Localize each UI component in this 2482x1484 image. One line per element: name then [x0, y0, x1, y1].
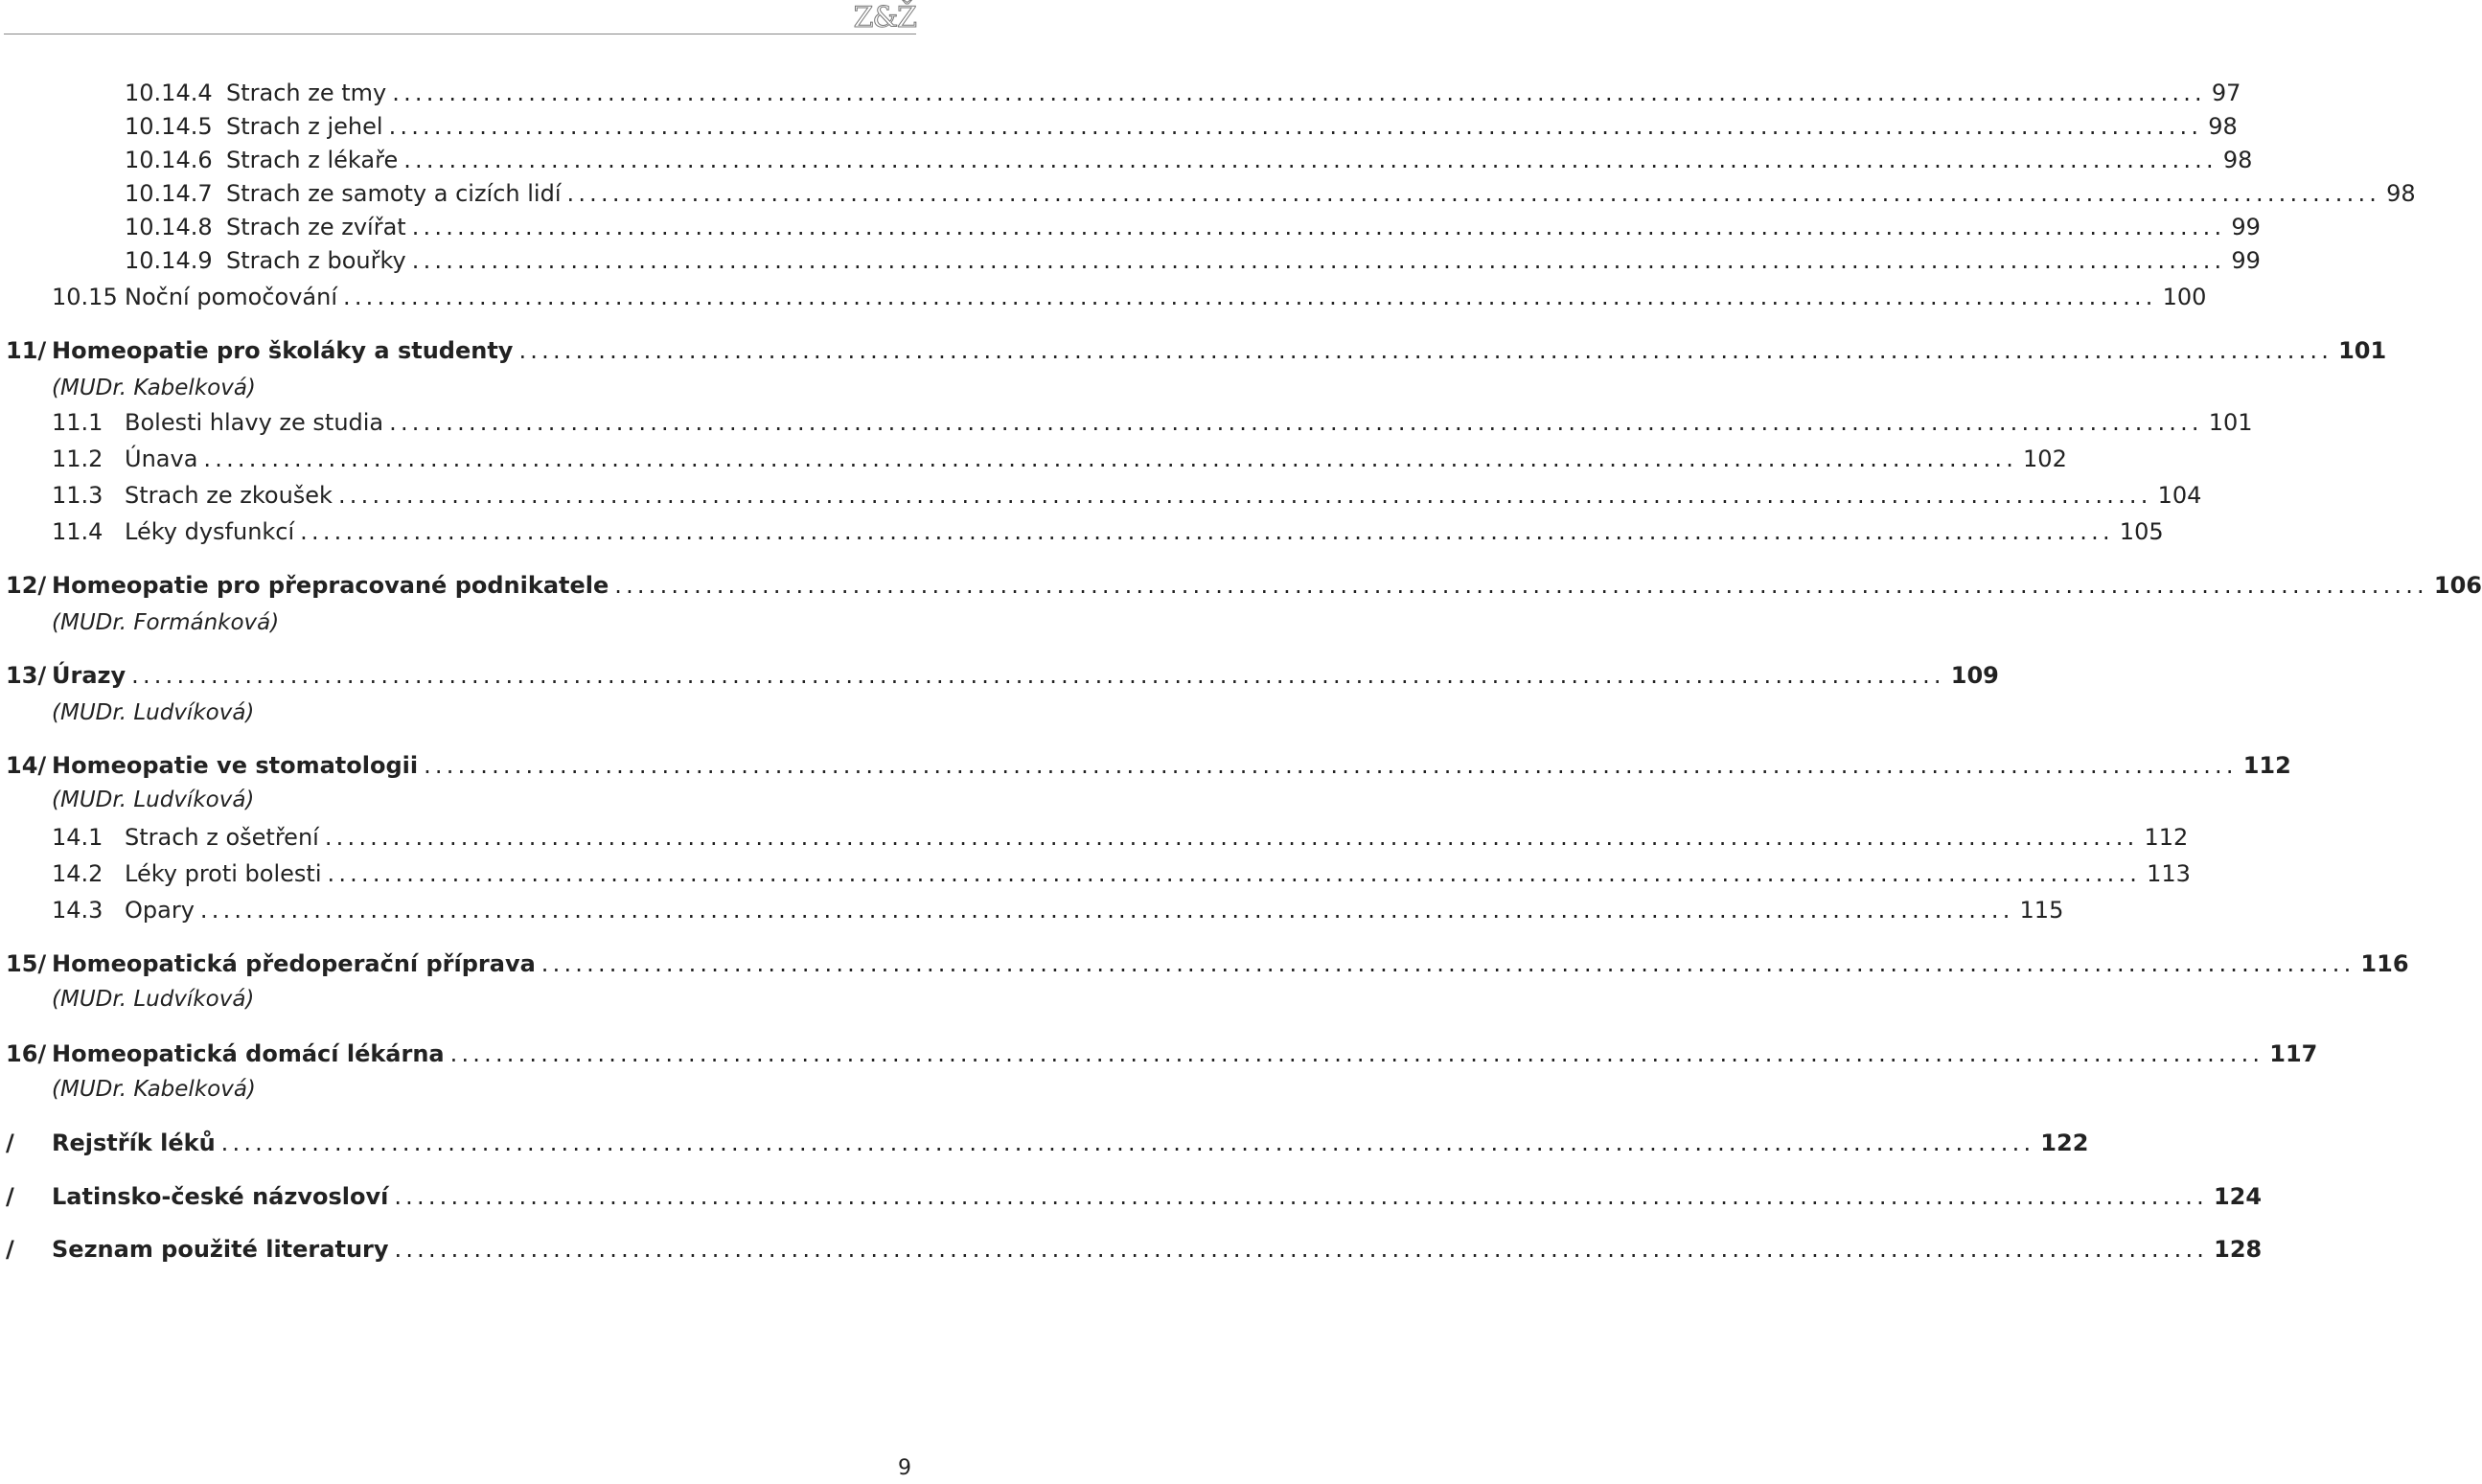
chapter-page: 101: [2338, 337, 2387, 364]
entry-title: Strach ze zvířat: [226, 214, 406, 240]
dot-leader: ................................................................................................................................................................: [343, 284, 2157, 310]
entry-number: 10.14.4: [125, 80, 213, 106]
chapter-page: 116: [2360, 950, 2409, 977]
chapter-page: 128: [2214, 1236, 2263, 1263]
chapter-page: 117: [2269, 1040, 2318, 1067]
dot-leader: ................................................................................................................................................................: [566, 180, 2381, 207]
header-logo: Z&Ž: [853, 1, 916, 34]
toc-literature-entry[interactable]: [0, 1236, 2263, 1268]
entry-title: Strach z lékaře: [226, 147, 399, 173]
entry-page: 105: [2119, 518, 2164, 545]
entry-number: 10.14.7: [125, 180, 213, 207]
entry-number: 11.2: [52, 445, 103, 472]
chapter-page: 109: [1950, 662, 1999, 689]
toc-entry-14-3[interactable]: [0, 897, 2064, 929]
toc-entry-11-2[interactable]: [0, 445, 2067, 478]
chapter-title: Homeopatie ve stomatologii: [52, 752, 419, 779]
entry-page: 100: [2162, 284, 2207, 310]
chapter-author: (MUDr. Ludvíková): [52, 788, 255, 812]
entry-number: 10.14.6: [125, 147, 213, 173]
dot-leader: ................................................................................................................................................................: [518, 337, 2333, 364]
dot-leader: ................................................................................................................................................................: [411, 247, 2226, 274]
entry-page: 98: [2208, 113, 2238, 140]
entry-page: 101: [2208, 409, 2253, 436]
entry-page: 112: [2144, 824, 2189, 851]
dot-leader: ................................................................................................................................................................: [411, 214, 2226, 240]
dot-leader: ................................................................................................................................................................: [394, 1236, 2209, 1263]
dot-leader: ................................................................................................................................................................: [403, 147, 2218, 173]
entry-title: Noční pomočování: [125, 284, 337, 310]
dot-leader: ................................................................................................................................................................: [388, 113, 2203, 140]
dot-leader: ................................................................................................................................................................: [614, 572, 2428, 599]
entry-page: 99: [2231, 247, 2261, 274]
chapter-number: 12/: [6, 572, 47, 599]
chapter-page: 122: [2040, 1130, 2089, 1156]
dot-leader: ................................................................................................................................................................: [220, 1130, 2035, 1156]
chapter-title: Homeopatie pro přepracované podnikatele: [52, 572, 609, 599]
dot-leader: ................................................................................................................................................................: [324, 824, 2139, 851]
entry-page: 115: [2019, 897, 2064, 924]
entry-title: Únava: [125, 445, 198, 472]
entry-number: 10.14.8: [125, 214, 213, 240]
toc-chapter-12[interactable]: [0, 572, 2482, 605]
chapter-title: Úrazy: [52, 662, 126, 689]
toc-chapter-15[interactable]: [0, 950, 2409, 983]
dot-leader: ................................................................................................................................................................: [300, 518, 2114, 545]
toc-entry-11-3[interactable]: [0, 482, 2202, 514]
toc-entry-10-14-8[interactable]: [0, 214, 2261, 246]
toc-entry-10-14-6[interactable]: [0, 147, 2253, 179]
toc-entry-10-15[interactable]: [0, 284, 2207, 316]
chapter-author: (MUDr. Kabelková): [52, 376, 256, 400]
chapter-author: (MUDr. Ludvíková): [52, 700, 255, 725]
dot-leader: ................................................................................................................................................................: [203, 445, 2018, 472]
entry-number: 11.3: [52, 482, 103, 509]
entry-title: Strach z ošetření: [125, 824, 319, 851]
dot-leader: ................................................................................................................................................................: [337, 482, 2152, 509]
toc-entry-10-14-7[interactable]: [0, 180, 2416, 213]
entry-title: Strach ze zkoušek: [125, 482, 333, 509]
entry-number: 14.2: [52, 860, 103, 887]
chapter-author: (MUDr. Formánková): [52, 610, 280, 635]
dot-leader: ................................................................................................................................................................: [424, 752, 2238, 779]
entry-page: 104: [2157, 482, 2202, 509]
entry-number: 14.3: [52, 897, 103, 924]
toc-entry-14-1[interactable]: [0, 824, 2189, 856]
toc-entry-10-14-9[interactable]: [0, 247, 2261, 280]
entry-number: 10.14.5: [125, 113, 213, 140]
entry-title: Strach ze tmy: [226, 80, 387, 106]
page-number: 9: [898, 1456, 911, 1480]
dot-leader: ................................................................................................................................................................: [199, 897, 2014, 924]
dot-leader: ................................................................................................................................................................: [394, 1183, 2208, 1210]
entry-title: Léky dysfunkcí: [125, 518, 295, 545]
entry-number: 10.15: [52, 284, 118, 310]
entry-title: Strach z bouřky: [226, 247, 406, 274]
toc-entry-14-2[interactable]: [0, 860, 2191, 893]
chapter-title: Homeopatie pro školáky a studenty: [52, 337, 514, 364]
entry-title: Léky proti bolesti: [125, 860, 322, 887]
entry-title: Opary: [125, 897, 195, 924]
entry-title: Strach ze samoty a cizích lidí: [226, 180, 562, 207]
toc-chapter-11[interactable]: [0, 337, 2387, 370]
chapter-page: 124: [2213, 1183, 2263, 1210]
chapter-number: /: [6, 1130, 14, 1156]
entry-page: 97: [2211, 80, 2241, 106]
chapter-number: /: [6, 1183, 14, 1210]
chapter-number: 16/: [6, 1040, 47, 1067]
entry-number: 14.1: [52, 824, 103, 851]
chapter-number: /: [6, 1236, 14, 1263]
dot-leader: ................................................................................................................................................................: [392, 80, 2206, 106]
dot-leader: ................................................................................................................................................................: [327, 860, 2142, 887]
toc-entry-11-4[interactable]: [0, 518, 2164, 551]
entry-page: 113: [2147, 860, 2191, 887]
entry-number: 10.14.9: [125, 247, 213, 274]
toc-entry-10-14-5[interactable]: [0, 113, 2238, 146]
dot-leader: ................................................................................................................................................................: [131, 662, 1945, 689]
toc-index-entry[interactable]: [0, 1130, 2089, 1162]
entry-page: 98: [2386, 180, 2416, 207]
entry-page: 99: [2231, 214, 2261, 240]
toc-chapter-16[interactable]: [0, 1040, 2318, 1073]
toc-chapter-13[interactable]: [0, 662, 1999, 695]
entry-number: 11.1: [52, 409, 103, 436]
toc-entry-11-1[interactable]: [0, 409, 2253, 442]
entry-number: 11.4: [52, 518, 103, 545]
chapter-number: 11/: [6, 337, 47, 364]
entry-title: Bolesti hlavy ze studia: [125, 409, 384, 436]
chapter-title: Latinsko-české názvosloví: [52, 1183, 389, 1210]
entry-title: Strach z jehel: [226, 113, 383, 140]
chapter-title: Rejstřík léků: [52, 1130, 216, 1156]
chapter-title: Homeopatická předoperační příprava: [52, 950, 536, 977]
chapter-title: Seznam použité literatury: [52, 1236, 389, 1263]
entry-page: 102: [2023, 445, 2067, 472]
chapter-title: Homeopatická domácí lékárna: [52, 1040, 445, 1067]
chapter-number: 15/: [6, 950, 47, 977]
chapter-number: 14/: [6, 752, 47, 779]
chapter-author: (MUDr. Ludvíková): [52, 987, 255, 1012]
dot-leader: ................................................................................................................................................................: [449, 1040, 2264, 1067]
chapter-page: 106: [2433, 572, 2482, 599]
dot-leader: ................................................................................................................................................................: [540, 950, 2356, 977]
chapter-author: (MUDr. Kabelková): [52, 1077, 256, 1102]
toc-chapter-14[interactable]: [0, 752, 2291, 785]
entry-page: 98: [2222, 147, 2253, 173]
chapter-page: 112: [2242, 752, 2291, 779]
chapter-number: 13/: [6, 662, 47, 689]
toc-entry-10-14-4[interactable]: [0, 80, 2241, 112]
toc-nomenclature-entry[interactable]: [0, 1183, 2263, 1216]
dot-leader: ................................................................................................................................................................: [389, 409, 2203, 436]
